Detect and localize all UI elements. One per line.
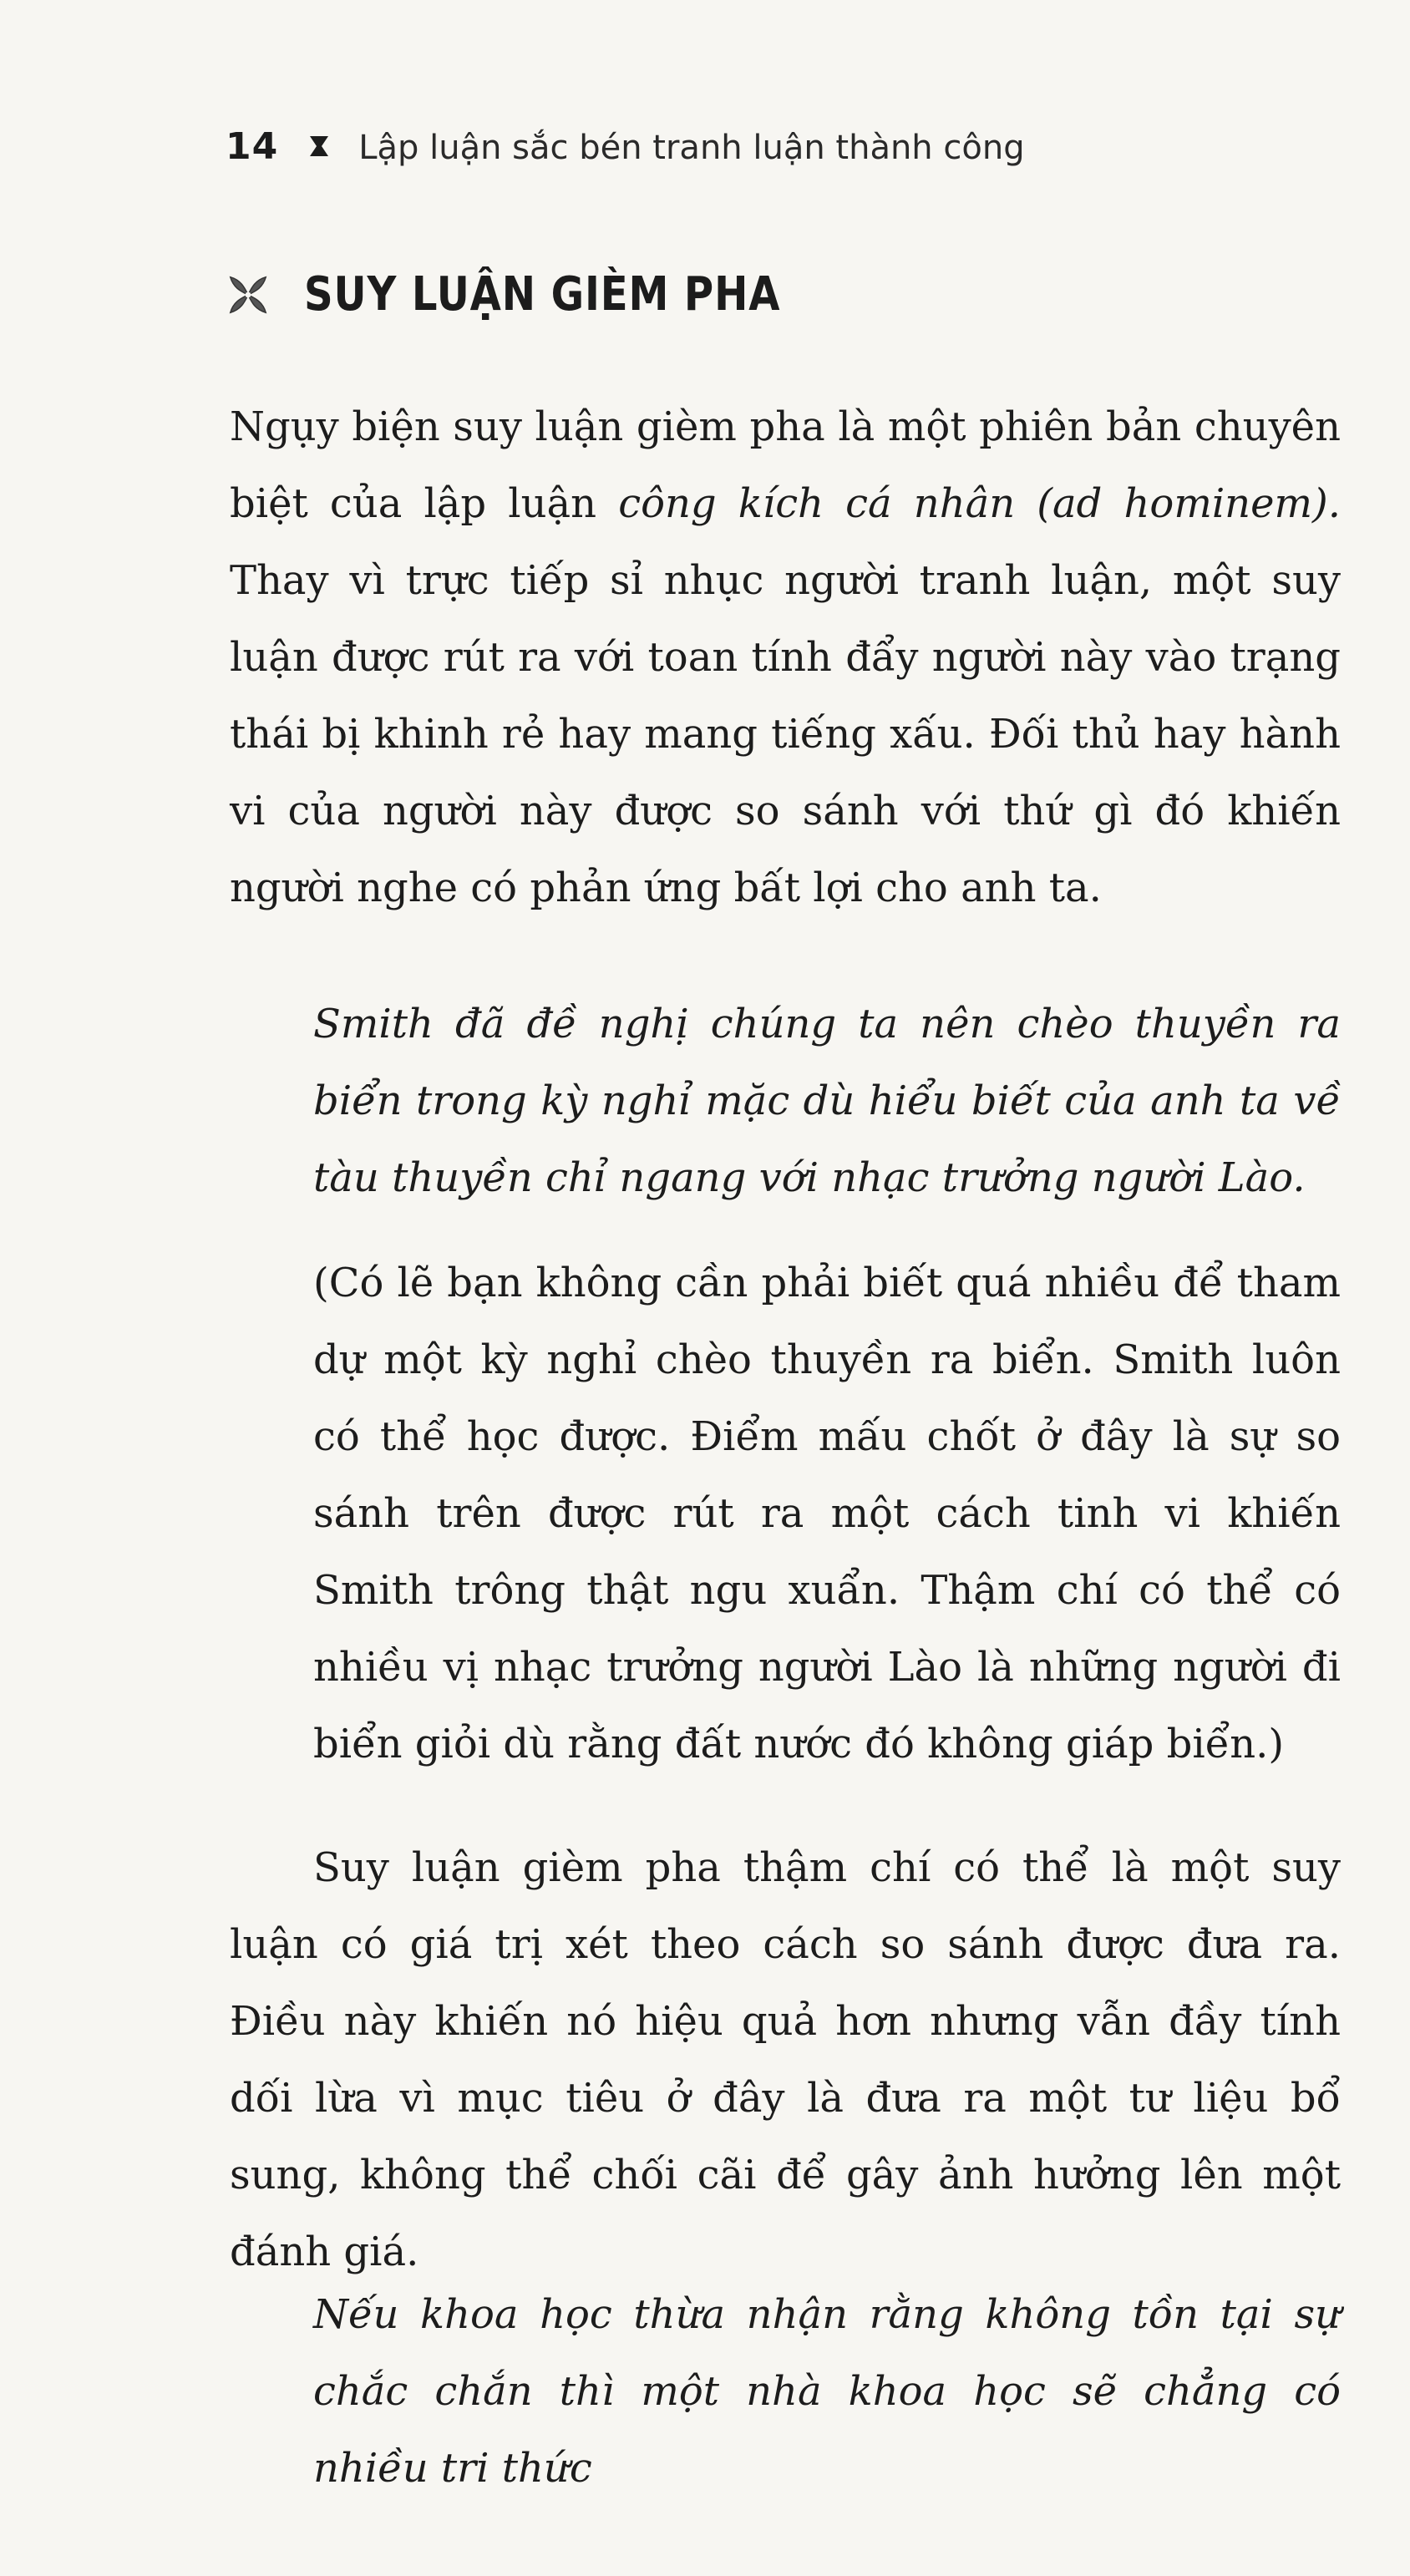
running-header xyxy=(226,125,1025,168)
intro-italic-term: công kích cá nhân (ad hominem). xyxy=(618,480,1342,527)
example-quote-1: Smith đã đề nghị chúng ta nên chèo thuyền ra biển trong kỳ nghỉ mặc dù hiểu biết của anh ta về tàu thuyền chỉ ngang với nhạc trưởng người Lào. xyxy=(313,1001,1341,1201)
crossed-ornament-icon xyxy=(224,271,272,319)
example-explanation: (Có lẽ bạn không cần phải biết quá nhiều để tham dự một kỳ nghỉ chèo thuyền ra biển. Smith luôn có thể học được. Điểm mấu chốt ở đây là sự so sánh trên được rút ra một cách tinh vi khiến Smith trông thật ngu xuẩn. Thậm chí có thể có nhiều vị nhạc trưởng người Lào là những người đi biển giỏi dù rằng đất nước đó không giáp biển.) xyxy=(313,1260,1341,1767)
example-quote-2: Nếu khoa học thừa nhận rằng không tồn tại sự chắc chắn thì một nhà khoa học sẽ chẳng có nhiều tri thức xyxy=(313,2291,1341,2492)
paragraph-intro xyxy=(230,388,1341,926)
section-heading xyxy=(224,267,858,322)
paragraph-body-2: Suy luận gièm pha thậm chí có thể là một suy luận có giá trị xét theo cách so sánh được đưa ra. Điều này khiến nó hiệu quả hơn nhưng vẫn đầy tính dối lừa vì mục tiêu ở đây là đưa ra một tư liệu bổ sung, không thể chối cãi để gây ảnh hưởng lên một đánh giá. xyxy=(230,1844,1341,2275)
page-number: 14 xyxy=(226,125,279,168)
running-title: Lập luận sắc bén tranh luận thành công xyxy=(358,129,1025,167)
intro-text-end: Thay vì trực tiếp sỉ nhục người tranh luận, một suy luận được rút ra với toan tính đẩy người này vào trạng thái bị khinh rẻ hay mang tiếng xấu. Đối thủ hay hành vi của người này được so sánh với thứ gì đó khiến người nghe có phản ứng bất lợi cho anh ta. xyxy=(230,557,1341,911)
bowtie-ornament-icon xyxy=(308,134,330,159)
intro-text-start: Ngụy biện suy luận gièm pha là một phiên bản chuyên biệt của lập luận xyxy=(230,403,1341,527)
section-title: SUY LUẬN GIÈM PHA xyxy=(304,267,781,322)
